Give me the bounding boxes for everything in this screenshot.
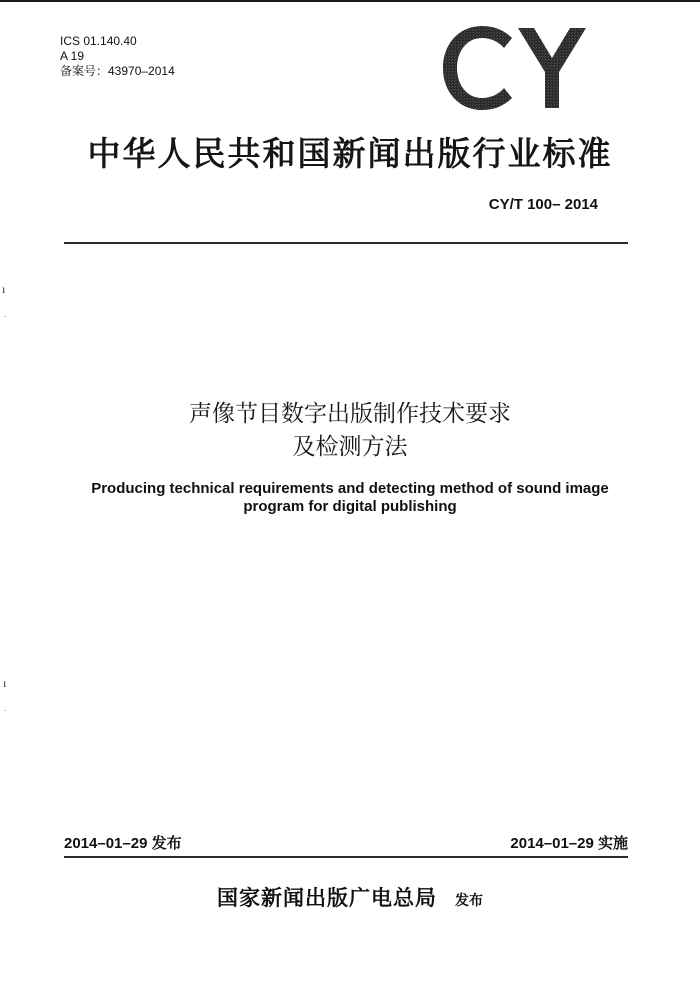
cy-logo-graphic	[440, 26, 590, 110]
scan-top-edge	[0, 0, 700, 2]
document-title-en-line1: Producing technical requirements and detecting method of sound image	[91, 480, 609, 497]
issuer-action: 发布	[455, 893, 483, 909]
scan-speck-2: ∙	[4, 312, 6, 321]
standard-number: CY/T 100– 2014	[488, 196, 598, 213]
scan-speck-4: ∙	[4, 706, 6, 715]
document-title-cn-line2: 及检测方法	[292, 434, 408, 460]
issuing-authority	[0, 882, 700, 912]
issue-date: 2014–01–29 发布	[64, 835, 182, 852]
scan-speck-1: ı	[2, 282, 6, 296]
header-divider	[64, 242, 628, 244]
standard-category-title: 中华人民共和国新闻出版行业标准	[87, 134, 613, 173]
class-code: A 19	[60, 49, 85, 63]
cy-logo	[440, 26, 590, 110]
scan-speck-3: ı	[3, 676, 7, 690]
effective-date: 2014–01–29 实施	[510, 835, 628, 852]
document-title-en-line2: program for digital publishing	[243, 498, 457, 515]
document-title-cn-line1: 声像节目数字出版制作技术要求	[189, 401, 511, 427]
issuer-name: 国家新闻出版广电总局	[217, 885, 437, 910]
classification-block	[60, 34, 175, 79]
filing-number: 备案号：43970–2014	[60, 64, 175, 78]
footer-divider	[64, 856, 628, 858]
ics-code: ICS 01.140.40	[60, 34, 137, 48]
